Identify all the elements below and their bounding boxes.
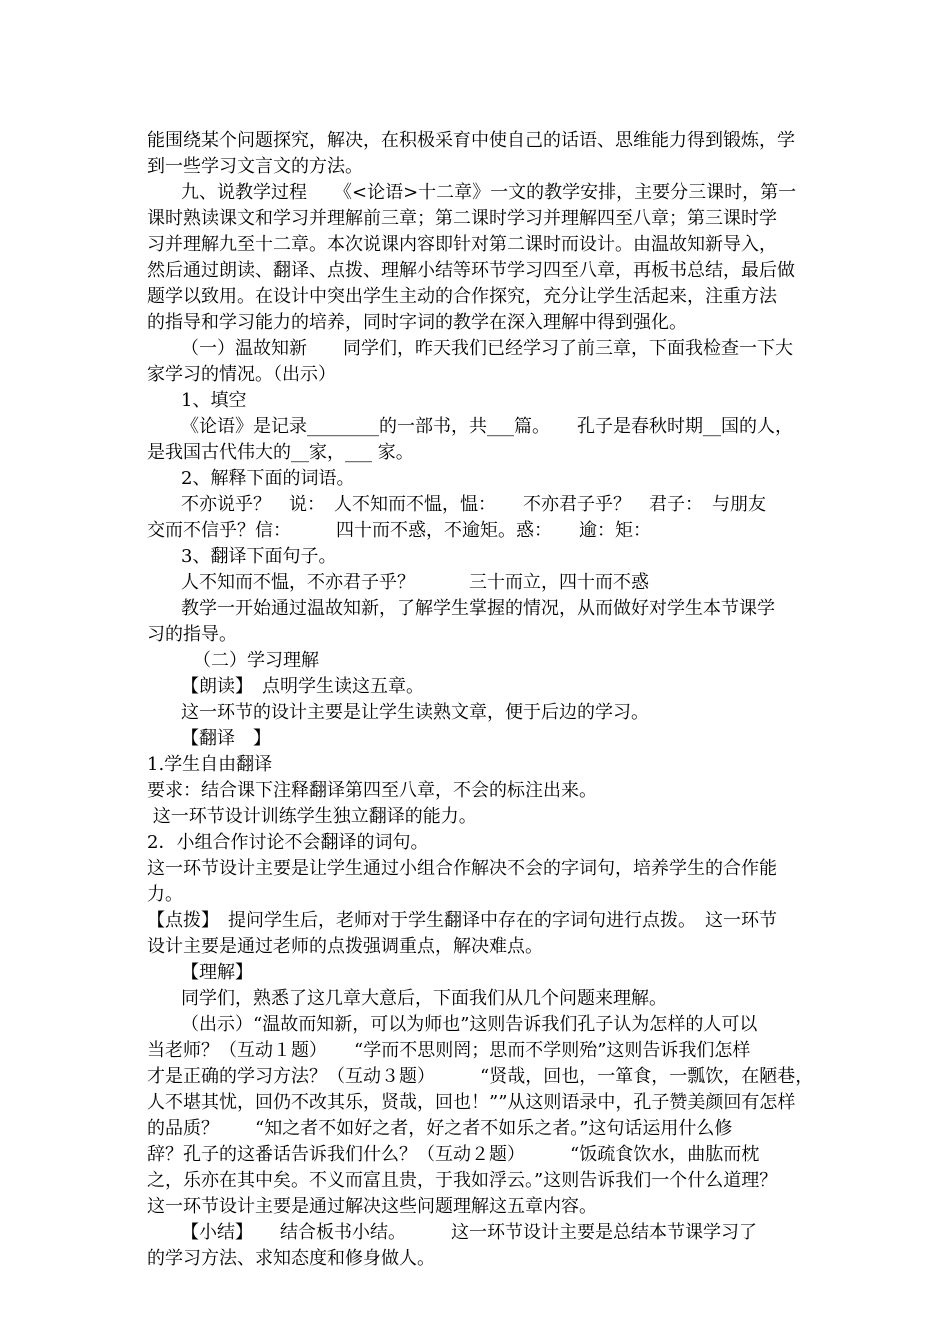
section-heading: （一）温故知新 同学们，昨天我们已经学习了前三章，下面我检查一下大 bbox=[181, 338, 793, 359]
text-line: 同学们，熟悉了这几章大意后，下面我们从几个问题来理解。 bbox=[181, 988, 667, 1009]
text-line: 力。 bbox=[147, 884, 183, 905]
text-line: 设计主要是通过老师的点拨强调重点，解决难点。 bbox=[147, 936, 543, 957]
text-line: 课时熟读课文和学习并理解前三章；第二课时学习并理解四至八章；第三课时学 bbox=[147, 208, 777, 229]
text-line: 习的指导。 bbox=[147, 624, 237, 645]
text-line: 【翻译 】 bbox=[181, 728, 271, 749]
text-line: 《论语》是记录________的一部书，共___篇。 孔子是春秋时期__国的人， bbox=[181, 416, 793, 437]
text-line: 交而不信乎？信： 四十而不惑，不逾矩。惑： 逾：矩： bbox=[147, 520, 651, 541]
text-line: 辞？孔子的这番话告诉我们什么？（互动２题） “饭疏食饮水，曲肱而枕 bbox=[147, 1144, 760, 1165]
text-line: 然后通过朗读、翻译、点拨、理解小结等环节学习四至八章，再板书总结，最后做 bbox=[147, 260, 795, 281]
text-line: 到一些学习文言文的方法。 bbox=[147, 156, 363, 177]
text-line: 家学习的情况。（出示） bbox=[147, 364, 336, 385]
text-line: 【小结】 结合板书小结。 这一环节设计主要是总结本节课学习了 bbox=[181, 1222, 757, 1243]
text-line: 这一环节的设计主要是让学生读熟文章，便于后边的学习。 bbox=[181, 702, 649, 723]
text-line: 的学习方法、求知态度和修身做人。 bbox=[147, 1248, 435, 1269]
text-line: 这一环节设计训练学生独立翻译的能力。 bbox=[147, 806, 477, 827]
text-line: 不亦说乎？ 说： 人不知而不愠，愠： 不亦君子乎？ 君子： 与朋友 bbox=[181, 494, 766, 515]
list-item: 2、解释下面的词语。 bbox=[181, 468, 355, 489]
text-line: 的品质？ “知之者不如好之者，好之者不如乐之者。”这句话运用什么修 bbox=[147, 1118, 733, 1139]
section-heading: 九、说教学过程 《<论语>十二章》一文的教学安排，主要分三课时，第一 bbox=[181, 182, 797, 203]
text-line: 是我国古代伟大的__家，___ 家。 bbox=[147, 442, 414, 463]
list-item: 3、翻译下面句子。 bbox=[181, 546, 337, 567]
section-heading: （二）学习理解 bbox=[193, 650, 319, 671]
text-line: 【理解】 bbox=[181, 962, 253, 983]
text-line: 这一环节设计主要是让学生通过小组合作解决不会的字词句，培养学生的合作能 bbox=[147, 858, 777, 879]
text-line: 【点拨】 提问学生后，老师对于学生翻译中存在的字词句进行点拨。 这一环节 bbox=[147, 910, 777, 931]
text-line: 教学一开始通过温故知新，了解学生掌握的情况，从而做好对学生本节课学 bbox=[181, 598, 775, 619]
list-item: 1、填空 bbox=[181, 390, 247, 411]
text-line: 习并理解九至十二章。本次说课内容即针对第二课时而设计。由温故知新导入， bbox=[147, 234, 777, 255]
text-line: 人不堪其忧，回仍不改其乐，贤哉，回也！””从这则语录中，孔子赞美颜回有怎样 bbox=[147, 1092, 796, 1113]
list-item: 1.学生自由翻译 bbox=[147, 754, 273, 775]
text-line: 这一环节设计主要是通过解决这些问题理解这五章内容。 bbox=[147, 1196, 597, 1217]
text-line: 题学以致用。在设计中突出学生主动的合作探究，充分让学生活起来，注重方法 bbox=[147, 286, 777, 307]
text-line: 人不知而不愠，不亦君子乎？ 三十而立，四十而不惑 bbox=[181, 572, 649, 593]
text-line: 【朗读】 点明学生读这五章。 bbox=[181, 676, 424, 697]
list-item: 2．小组合作讨论不会翻译的词句。 bbox=[147, 832, 429, 853]
text-line: （出示）“温故而知新，可以为师也”这则告诉我们孔子认为怎样的人可以 bbox=[181, 1014, 758, 1035]
text-line: 当老师？（互动１题） “学而不思则罔；思而不学则殆”这则告诉我们怎样 bbox=[147, 1040, 751, 1061]
text-line: 要求：结合课下注释翻译第四至八章，不会的标注出来。 bbox=[147, 780, 597, 801]
text-line: 才是正确的学习方法？（互动３题） “贤哉，回也，一箪食，一瓢饮，在陋巷， bbox=[147, 1066, 814, 1087]
text-line: 的指导和学习能力的培养，同时字词的教学在深入理解中得到强化。 bbox=[147, 312, 687, 333]
text-line: 能围绕某个问题探究，解决，在积极采育中使自己的话语、思维能力得到锻炼，学 bbox=[147, 130, 795, 151]
text-line: 之，乐亦在其中矣。不义而富且贵，于我如浮云。”这则告诉我们一个什么道理？ bbox=[147, 1170, 778, 1191]
